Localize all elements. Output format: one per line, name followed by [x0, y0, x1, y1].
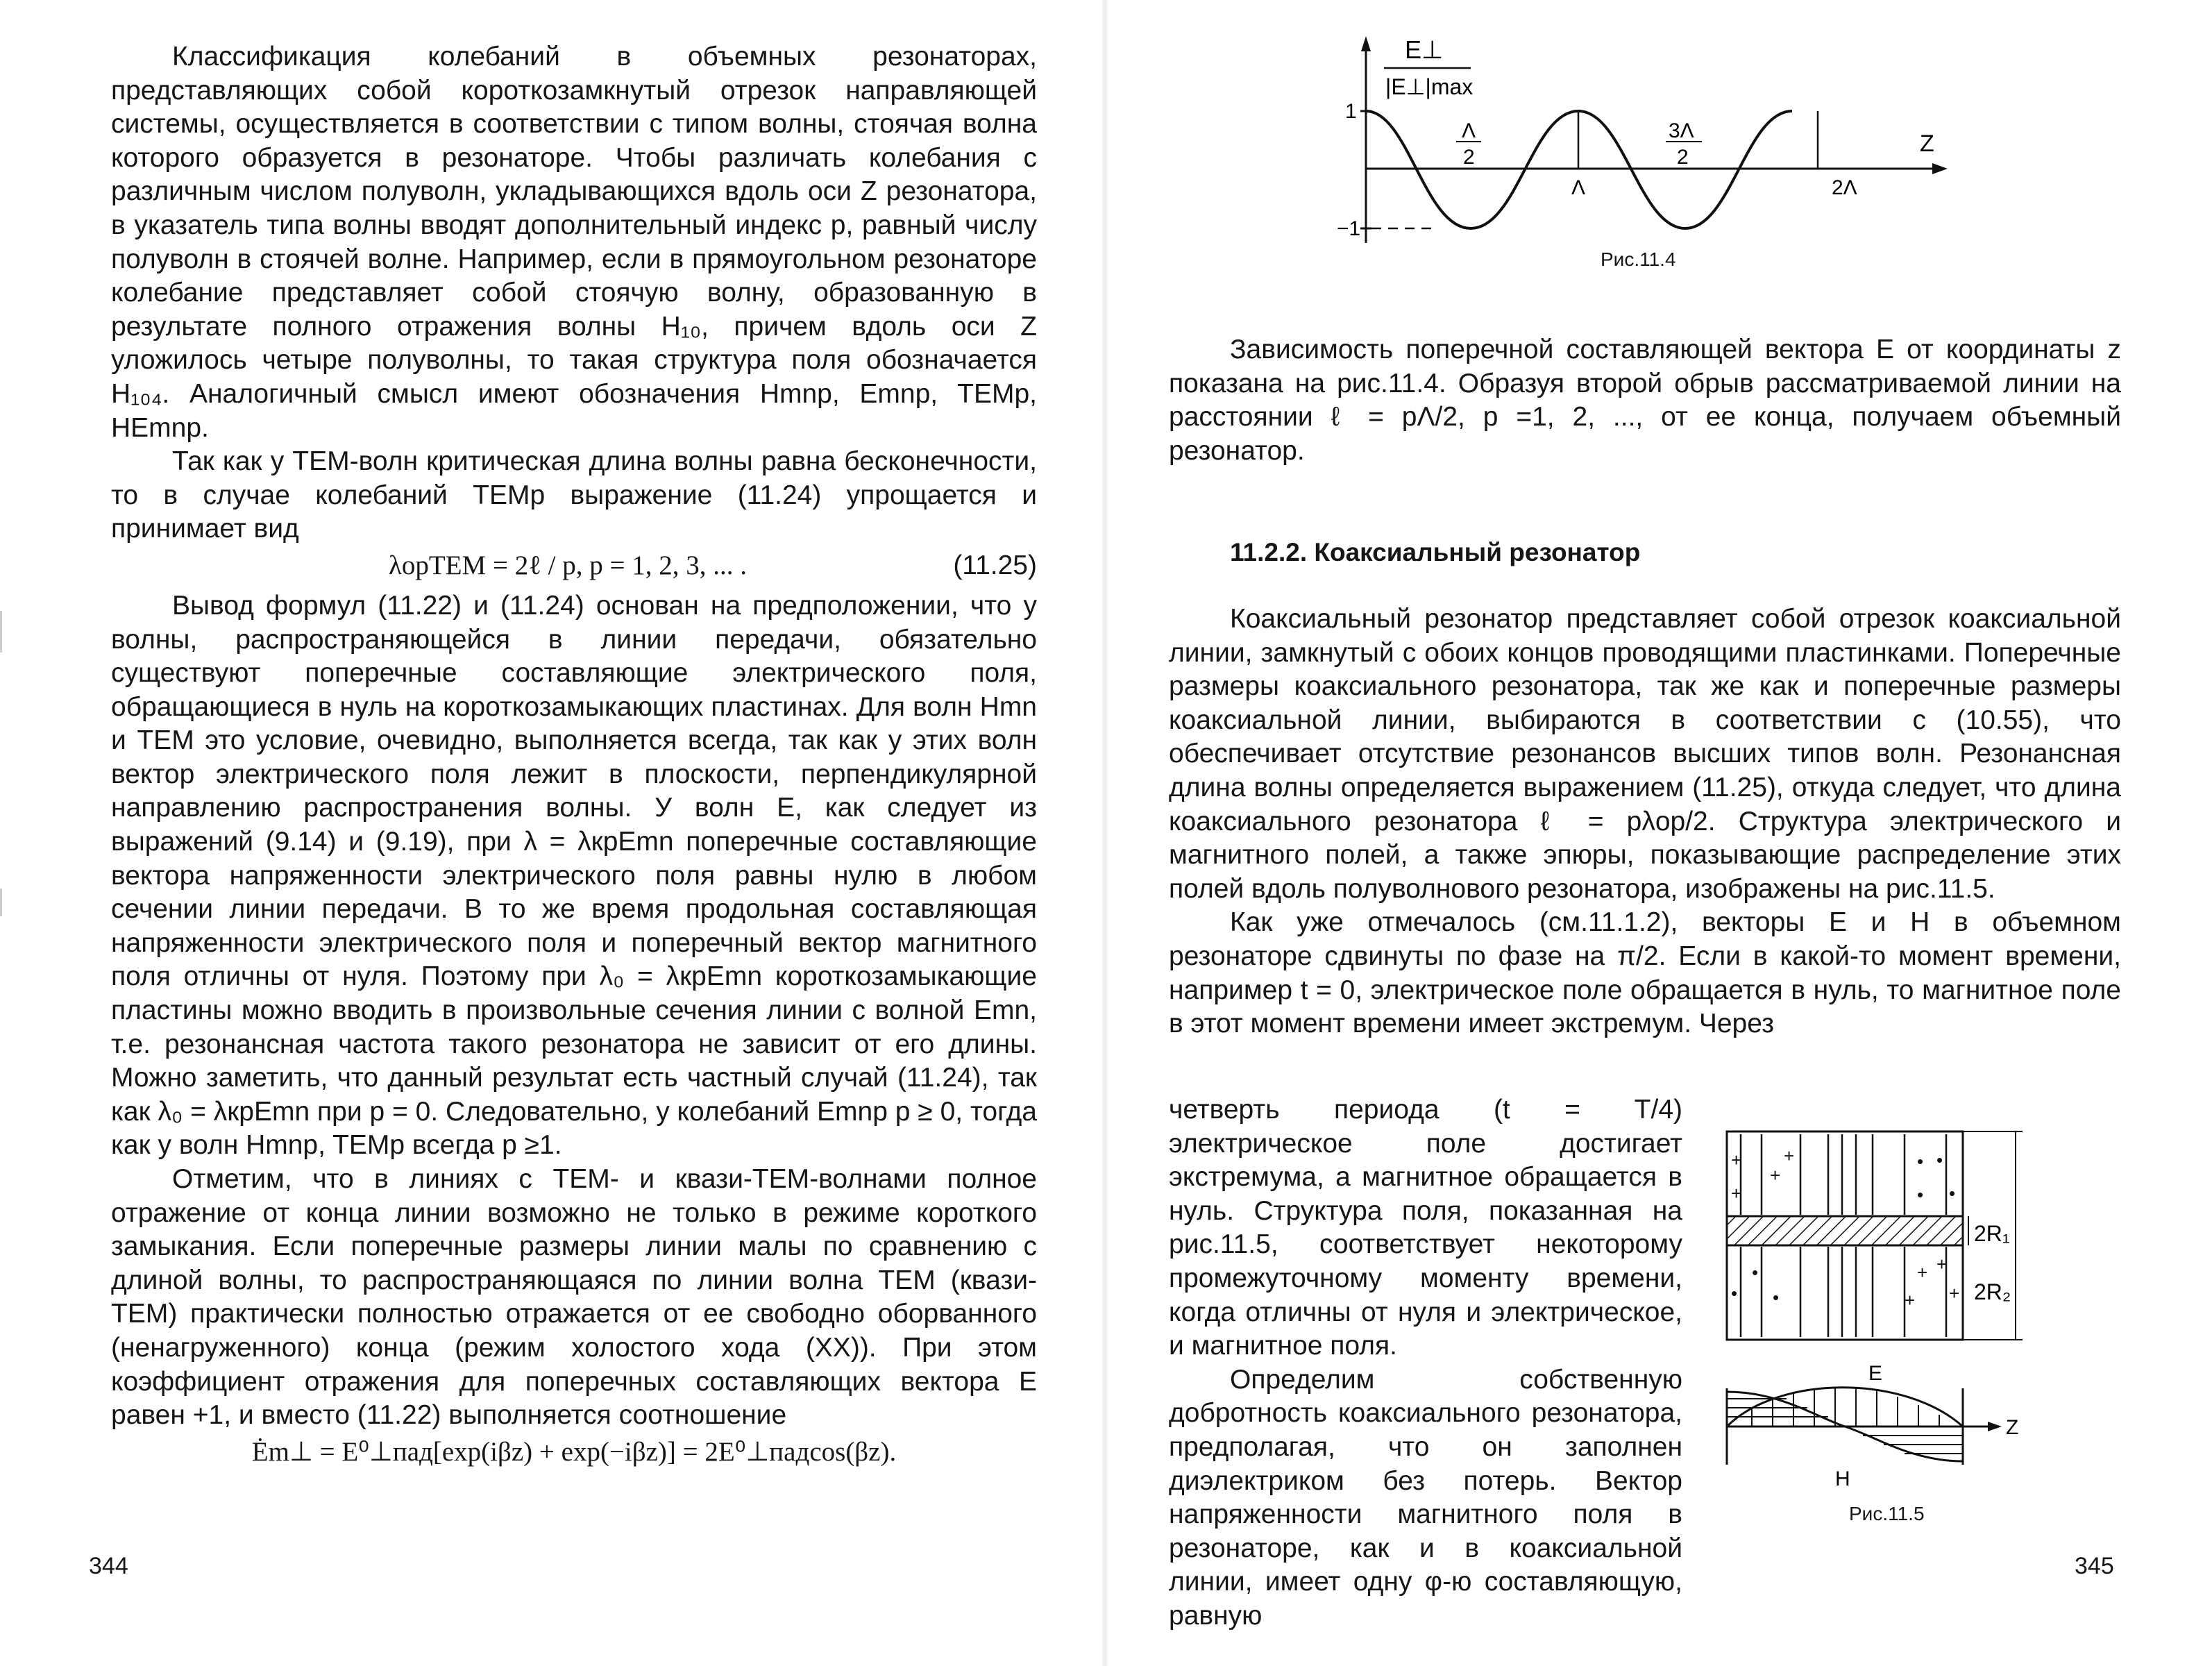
label-2r2: 2R₂ [1974, 1279, 2011, 1304]
formula-expression: Ėm⊥ = E⁰⊥пад[exp(iβz) + exp(−iβz)] = 2E⁰⊥падcos(βz). [251, 1436, 897, 1467]
label-3half-lambda-den: 2 [1677, 146, 1689, 169]
paragraph: четверть периода (t = T/4) электрическое поле достигает экстремума, а магнитное обращается в нуль. Структура поля, показанная на рис.11.5, соответствует некоторому промежуточному моменту времени, когда отличны от нуля и электрическое, и магнитное поля. [1169, 1095, 1682, 1361]
svg-text:•: • [1731, 1283, 1738, 1304]
left-page [0, 0, 1104, 1666]
svg-text:•: • [1936, 1150, 1943, 1170]
label-2lambda: 2Λ [1832, 176, 1857, 199]
label-lambda: Λ [1571, 176, 1586, 199]
right-text-middle [1169, 603, 2121, 1041]
right-text-narrow [1169, 1093, 1682, 1633]
figure-caption-11-5: Рис.11.5 [1849, 1503, 1925, 1524]
paragraph: Как уже отмечалось (см.11.1.2), векторы E и H в объемном резонаторе сдвинуты по фазе на π/2. Если в какой-то момент времени, например t = 0, электрическое поле обращается в нуль, то магнитное поле в этот момент времени имеет экстремум. Через [1169, 907, 2121, 1039]
paragraph: Отметим, что в линиях с TEM- и квази-TEM-волнами полное отражение от конца линии возможно не только в режиме короткого замыкания. Если поперечные размеры линии малы по сравнению с длиной волны, то распространяющаяся по линии волна TEM (квази-TEM) практически полностью отражается от ее свободно оборванного (ненагруженного) конца (режим холостого хода (ХХ)). При этом коэффициент отражения для поперечных составляющих вектора E равен +1, и вместо (11.22) выполняется соотношение [111, 1164, 1037, 1431]
right-page [1106, 0, 2212, 1666]
e-field-lines-bottom [1741, 1247, 1946, 1337]
paragraph: Вывод формул (11.22) и (11.24) основан на предположении, что у волны, распространяющейся в линии передачи, обязательно существуют поперечные составляющие электрического поля, обращающиеся в нуль на короткозамыкающих пластинах. Для волн Hmn и TEM это условие, очевидно, выполняется всегда, так как у этих волн вектор электрического поля лежит в плоскости, перпендикулярной направлению распространения волны. У волн E, как следует из выражений (9.14) и (9.19), при λ = λкрEmn поперечные составляющие вектора напряженности электрического поля равны нулю в любом сечении линии передачи. В то же время продольная составляющая напряженности электрического поля и поперечный вектор магнитного поля отличны от нуля. Поэтому при λ₀ = λкрEmn короткозамыкающие пластины можно вводить в произвольные сечения линии с волной Emn, т.е. резонансная частота такого резонатора не зависит от его длины. Можно заметить, что данный результат есть частный случай (11.24), так как λ₀ = λкрEmn при p = 0. Следовательно, у колебаний Emnp p ≥ 0, тогда как у волн Hmnp, TEMp всегда p ≥1. [111, 590, 1037, 1161]
y-label-numerator: E⊥ [1405, 35, 1444, 64]
svg-text:+: + [1731, 1150, 1742, 1170]
page-number: 345 [2075, 1553, 2114, 1579]
e-distribution-hatch [1752, 1387, 1939, 1427]
svg-text:+: + [1770, 1165, 1781, 1186]
z-axis-arrow-icon [1988, 1422, 2002, 1431]
paragraph: Так как у TEM-волн критическая длина волны равна бесконечности, то в случае колебаний TEMp выражение (11.24) упрощается и принимает вид [111, 446, 1037, 544]
paragraph: Определим собственную добротность коаксиального резонатора, предполагая, что он заполнен диэлектриком без потерь. Вектор напряженности магнитного поля в резонаторе, как и в коаксиальной линии, имеет одну φ-ю составляющую, равную [1169, 1364, 1682, 1631]
label-half-lambda-den: 2 [1463, 146, 1475, 169]
label-z: Z [2006, 1416, 2019, 1439]
svg-text:+: + [1949, 1283, 1960, 1304]
svg-text:+: + [1936, 1254, 1948, 1274]
svg-text:•: • [1949, 1183, 1956, 1204]
svg-text:+: + [1917, 1262, 1928, 1283]
svg-text:+: + [1731, 1183, 1742, 1204]
figure-caption-11-4: Рис.11.4 [1601, 249, 1676, 270]
paragraph: Классификация колебаний в объемных резонаторах, представляющих собой короткозамкнутый отрезок направляющей системы, осуществляется в соответствии с типом волны, стоячая волна которого образуется в резонаторе. Чтобы различать колебания с различным числом полуволн, укладывающихся вдоль оси Z резонатора, в указатель типа волны вводят дополнительный индекс p, равный числу полуволн в стоячей волне. Например, если в прямоугольном резонаторе колебание представляет собой стоячую волну, образованную в результате полного отражения волны H₁₀, причем вдоль оси Z уложилось четыре полуволны, то такая структура поля обозначается H₁₀₄. Аналогичный смысл имеют обозначения Hmnp, Emnp, TEMp, HEmnp. [111, 42, 1037, 443]
z-axis-arrow-icon [1932, 163, 1948, 174]
formula-11-25 [111, 546, 1037, 585]
paragraph: Зависимость поперечной составляющей вектора E от координаты z показана на рис.11.4. Образуя второй обрыв рассматриваемой линии на расстоянии ℓ = pΛ/2, p =1, 2, ..., от ее конца, получаем объемный резонатор. [1169, 335, 2121, 466]
label-3half-lambda-num: 3Λ [1669, 119, 1694, 142]
y-axis-arrow-icon [1361, 36, 1371, 51]
figure-11-4 [1337, 28, 1953, 257]
left-text-column [111, 40, 1037, 1472]
figure-11-5 [1696, 1118, 2085, 1527]
formula-expression: λорTEM = 2ℓ / p, p = 1, 2, 3, ... . [389, 550, 747, 580]
inner-conductor [1727, 1216, 1963, 1245]
svg-text:•: • [1752, 1262, 1759, 1283]
e-distribution-curve [1727, 1388, 1963, 1427]
tick-label-1: 1 [1345, 100, 1357, 123]
svg-text:•: • [1917, 1184, 1924, 1205]
svg-text:•: • [1773, 1287, 1780, 1308]
tick-label-minus-1: −1 [1337, 217, 1361, 240]
paragraph: Коаксиальный резонатор представляет собой отрезок коаксиальной линии, замкнутый с обоих концов проводящими пластинками. Поперечные размеры коаксиального резонатора, так же как и поперечные размеры коаксиальной линии, выбираются в соответствии с (10.55), что обеспечивает отсутствие резонансов высших типов волн. Резонансная длина волны определяется выражением (11.25), откуда следует, что длина коаксиального резонатора ℓ = pλор/2. Структура электрического и магнитного полей, а также эпюры, показывающие распределение этих полей вдоль полуволнового резонатора, изображены на рис.11.5. [1169, 604, 2121, 904]
formula-number: (11.25) [953, 550, 1037, 580]
label-2r1: 2R₁ [1974, 1221, 2010, 1246]
label-e: E [1868, 1362, 1883, 1385]
right-text-top [1169, 333, 2121, 468]
svg-text:•: • [1917, 1151, 1924, 1172]
label-h: H [1835, 1467, 1850, 1490]
svg-text:+: + [1784, 1145, 1795, 1166]
y-label-denominator: |E⊥|max [1385, 74, 1474, 99]
formula-reflection [111, 1433, 1037, 1472]
z-axis-label: Z [1920, 131, 1934, 157]
svg-text:+: + [1905, 1290, 1916, 1311]
page-number: 344 [89, 1553, 128, 1579]
label-half-lambda-num: Λ [1462, 119, 1476, 142]
section-heading: 11.2.2. Коаксиальный резонатор [1230, 538, 1641, 566]
